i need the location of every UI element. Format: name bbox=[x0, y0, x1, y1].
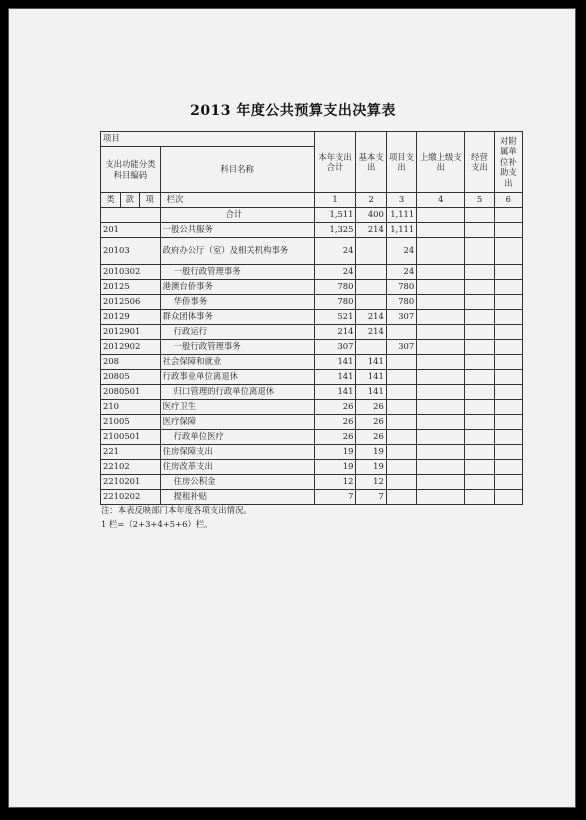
row-basic: 12 bbox=[356, 475, 386, 490]
note-line: 注：本表反映部门本年度各项支出情况。 bbox=[101, 505, 252, 515]
row-total: 141 bbox=[314, 355, 356, 370]
empty-cell bbox=[417, 325, 465, 340]
empty-cell bbox=[417, 415, 465, 430]
row-project bbox=[386, 430, 416, 445]
empty-cell bbox=[494, 310, 522, 325]
row-basic: 214 bbox=[356, 310, 386, 325]
header-kuan: 款 bbox=[120, 193, 139, 208]
row-code: 21005 bbox=[101, 415, 161, 430]
table-row bbox=[101, 280, 523, 295]
total-row bbox=[101, 208, 523, 223]
empty-cell bbox=[465, 355, 494, 370]
empty-cell bbox=[417, 295, 465, 310]
row-basic: 141 bbox=[356, 385, 386, 400]
empty-cell bbox=[494, 340, 522, 355]
row-name: 一般公共服务 bbox=[160, 223, 314, 238]
row-name: 行政事业单位离退休 bbox=[160, 370, 314, 385]
empty-cell bbox=[494, 325, 522, 340]
empty-cell bbox=[417, 310, 465, 325]
empty-cell bbox=[494, 385, 522, 400]
table-row bbox=[101, 325, 523, 340]
row-project bbox=[386, 490, 416, 505]
empty-cell bbox=[465, 430, 494, 445]
header-row-3 bbox=[101, 193, 523, 208]
empty-cell bbox=[494, 223, 522, 238]
empty-cell bbox=[417, 223, 465, 238]
row-project bbox=[386, 445, 416, 460]
total-basic: 400 bbox=[356, 208, 386, 223]
header-col-upper: 上缴上级支出 bbox=[417, 132, 465, 193]
empty-cell bbox=[465, 340, 494, 355]
row-code: 208 bbox=[101, 355, 161, 370]
row-name: 港澳台侨事务 bbox=[160, 280, 314, 295]
row-project: 24 bbox=[386, 238, 416, 265]
row-basic bbox=[356, 340, 386, 355]
table-row bbox=[101, 295, 523, 310]
row-total: 26 bbox=[314, 430, 356, 445]
row-total: 521 bbox=[314, 310, 356, 325]
row-code: 20805 bbox=[101, 370, 161, 385]
row-name: 华侨事务 bbox=[160, 295, 314, 310]
row-total: 307 bbox=[314, 340, 356, 355]
row-code: 20125 bbox=[101, 280, 161, 295]
row-basic: 26 bbox=[356, 415, 386, 430]
row-basic: 19 bbox=[356, 445, 386, 460]
row-project: 307 bbox=[386, 310, 416, 325]
row-total: 24 bbox=[314, 238, 356, 265]
row-code: 2210201 bbox=[101, 475, 161, 490]
row-project: 1,111 bbox=[386, 223, 416, 238]
header-col-project: 项目支出 bbox=[386, 132, 416, 193]
row-name: 一般行政管理事务 bbox=[160, 340, 314, 355]
empty-cell bbox=[494, 355, 522, 370]
empty-cell bbox=[465, 400, 494, 415]
table-row bbox=[101, 400, 523, 415]
table-row bbox=[101, 340, 523, 355]
header-col-subsidy: 对附属单位补助支出 bbox=[494, 132, 522, 193]
empty-cell bbox=[494, 295, 522, 310]
note-line: 1 栏=（2+3+4+5+6）栏。 bbox=[101, 519, 213, 529]
table-row bbox=[101, 460, 523, 475]
empty-cell bbox=[465, 310, 494, 325]
table-row bbox=[101, 445, 523, 460]
row-code: 20129 bbox=[101, 310, 161, 325]
row-total: 1,325 bbox=[314, 223, 356, 238]
empty-cell bbox=[494, 490, 522, 505]
empty-cell bbox=[465, 460, 494, 475]
row-name: 提租补贴 bbox=[160, 490, 314, 505]
row-code: 2012902 bbox=[101, 340, 161, 355]
document-title: 2013 年度公共预算支出决算表 bbox=[190, 103, 396, 119]
empty-cell bbox=[417, 385, 465, 400]
header-code-label: 支出功能分类科目编码 bbox=[101, 147, 161, 193]
empty-cell bbox=[494, 445, 522, 460]
empty-cell bbox=[417, 370, 465, 385]
empty-cell bbox=[465, 475, 494, 490]
empty-cell bbox=[465, 325, 494, 340]
row-project bbox=[386, 355, 416, 370]
row-name: 政府办公厅（室）及相关机构事务 bbox=[160, 238, 314, 265]
header-item-label: 项目 bbox=[101, 132, 315, 147]
total-label: 合计 bbox=[160, 208, 314, 223]
table-row bbox=[101, 430, 523, 445]
row-code: 2080501 bbox=[101, 385, 161, 400]
header-xiang: 项 bbox=[139, 193, 160, 208]
row-code: 20103 bbox=[101, 238, 161, 265]
row-project bbox=[386, 325, 416, 340]
row-total: 26 bbox=[314, 415, 356, 430]
row-project: 780 bbox=[386, 295, 416, 310]
empty-cell bbox=[494, 280, 522, 295]
row-total: 24 bbox=[314, 265, 356, 280]
total-code-cell bbox=[101, 208, 161, 223]
empty-cell bbox=[494, 460, 522, 475]
row-name: 医疗卫生 bbox=[160, 400, 314, 415]
row-code: 2100501 bbox=[101, 430, 161, 445]
header-col-basic: 基本支出 bbox=[356, 132, 386, 193]
empty-cell bbox=[417, 208, 465, 223]
row-project bbox=[386, 475, 416, 490]
empty-cell bbox=[465, 265, 494, 280]
row-code: 2210202 bbox=[101, 490, 161, 505]
row-total: 780 bbox=[314, 280, 356, 295]
row-total: 19 bbox=[314, 445, 356, 460]
empty-cell bbox=[417, 430, 465, 445]
row-basic bbox=[356, 280, 386, 295]
empty-cell bbox=[494, 430, 522, 445]
empty-cell bbox=[494, 370, 522, 385]
empty-cell bbox=[417, 475, 465, 490]
table-row bbox=[101, 415, 523, 430]
row-code: 2012901 bbox=[101, 325, 161, 340]
empty-cell bbox=[465, 370, 494, 385]
row-project bbox=[386, 460, 416, 475]
row-name: 住房公积金 bbox=[160, 475, 314, 490]
table-row bbox=[101, 310, 523, 325]
total-total: 1,511 bbox=[314, 208, 356, 223]
row-project bbox=[386, 370, 416, 385]
empty-cell bbox=[417, 490, 465, 505]
empty-cell bbox=[465, 295, 494, 310]
table-row bbox=[101, 475, 523, 490]
table-notes bbox=[101, 503, 252, 531]
empty-cell bbox=[494, 208, 522, 223]
row-code: 2010302 bbox=[101, 265, 161, 280]
row-total: 214 bbox=[314, 325, 356, 340]
row-project bbox=[386, 415, 416, 430]
row-basic: 19 bbox=[356, 460, 386, 475]
col-num: 5 bbox=[465, 193, 494, 208]
empty-cell bbox=[494, 475, 522, 490]
empty-cell bbox=[465, 208, 494, 223]
row-project bbox=[386, 385, 416, 400]
row-code: 22102 bbox=[101, 460, 161, 475]
row-project: 24 bbox=[386, 265, 416, 280]
row-code: 210 bbox=[101, 400, 161, 415]
empty-cell bbox=[417, 280, 465, 295]
row-project bbox=[386, 400, 416, 415]
row-code: 221 bbox=[101, 445, 161, 460]
empty-cell bbox=[465, 445, 494, 460]
row-name: 住房改革支出 bbox=[160, 460, 314, 475]
table-row bbox=[101, 238, 523, 265]
header-lei: 类 bbox=[101, 193, 121, 208]
row-basic: 214 bbox=[356, 325, 386, 340]
row-name: 行政运行 bbox=[160, 325, 314, 340]
empty-cell bbox=[417, 238, 465, 265]
row-total: 7 bbox=[314, 490, 356, 505]
header-col-business: 经营支出 bbox=[465, 132, 494, 193]
row-total: 141 bbox=[314, 385, 356, 400]
row-name: 行政单位医疗 bbox=[160, 430, 314, 445]
empty-cell bbox=[465, 238, 494, 265]
row-basic bbox=[356, 238, 386, 265]
empty-cell bbox=[417, 400, 465, 415]
table-row bbox=[101, 370, 523, 385]
empty-cell bbox=[417, 265, 465, 280]
col-num: 2 bbox=[356, 193, 386, 208]
empty-cell bbox=[417, 340, 465, 355]
empty-cell bbox=[465, 490, 494, 505]
row-name: 医疗保障 bbox=[160, 415, 314, 430]
row-project: 780 bbox=[386, 280, 416, 295]
row-code: 201 bbox=[101, 223, 161, 238]
empty-cell bbox=[417, 445, 465, 460]
col-num: 4 bbox=[417, 193, 465, 208]
col-num: 3 bbox=[386, 193, 416, 208]
empty-cell bbox=[465, 280, 494, 295]
row-basic: 141 bbox=[356, 355, 386, 370]
row-name: 社会保障和就业 bbox=[160, 355, 314, 370]
empty-cell bbox=[465, 223, 494, 238]
empty-cell bbox=[465, 415, 494, 430]
row-total: 141 bbox=[314, 370, 356, 385]
header-col-total: 本年支出合计 bbox=[314, 132, 356, 193]
row-name: 一般行政管理事务 bbox=[160, 265, 314, 280]
row-project: 307 bbox=[386, 340, 416, 355]
empty-cell bbox=[494, 415, 522, 430]
header-row-1 bbox=[101, 132, 523, 147]
col-num: 6 bbox=[494, 193, 522, 208]
budget-table bbox=[100, 131, 523, 505]
row-code: 2012506 bbox=[101, 295, 161, 310]
row-total: 780 bbox=[314, 295, 356, 310]
row-name: 住房保障支出 bbox=[160, 445, 314, 460]
empty-cell bbox=[417, 460, 465, 475]
table-row bbox=[101, 355, 523, 370]
empty-cell bbox=[494, 400, 522, 415]
header-name-label: 科目名称 bbox=[160, 147, 314, 193]
table-row bbox=[101, 265, 523, 280]
row-basic: 214 bbox=[356, 223, 386, 238]
row-total: 26 bbox=[314, 400, 356, 415]
table-row bbox=[101, 385, 523, 400]
row-basic: 26 bbox=[356, 400, 386, 415]
table-row bbox=[101, 223, 523, 238]
row-basic bbox=[356, 265, 386, 280]
row-basic: 141 bbox=[356, 370, 386, 385]
empty-cell bbox=[417, 355, 465, 370]
header-lanci: 栏次 bbox=[160, 193, 314, 208]
empty-cell bbox=[494, 238, 522, 265]
empty-cell bbox=[494, 265, 522, 280]
row-name: 归口管理的行政单位离退休 bbox=[160, 385, 314, 400]
col-num: 1 bbox=[314, 193, 356, 208]
row-basic: 7 bbox=[356, 490, 386, 505]
row-total: 12 bbox=[314, 475, 356, 490]
row-total: 19 bbox=[314, 460, 356, 475]
row-basic bbox=[356, 295, 386, 310]
row-name: 群众团体事务 bbox=[160, 310, 314, 325]
row-basic: 26 bbox=[356, 430, 386, 445]
total-project: 1,111 bbox=[386, 208, 416, 223]
empty-cell bbox=[465, 385, 494, 400]
